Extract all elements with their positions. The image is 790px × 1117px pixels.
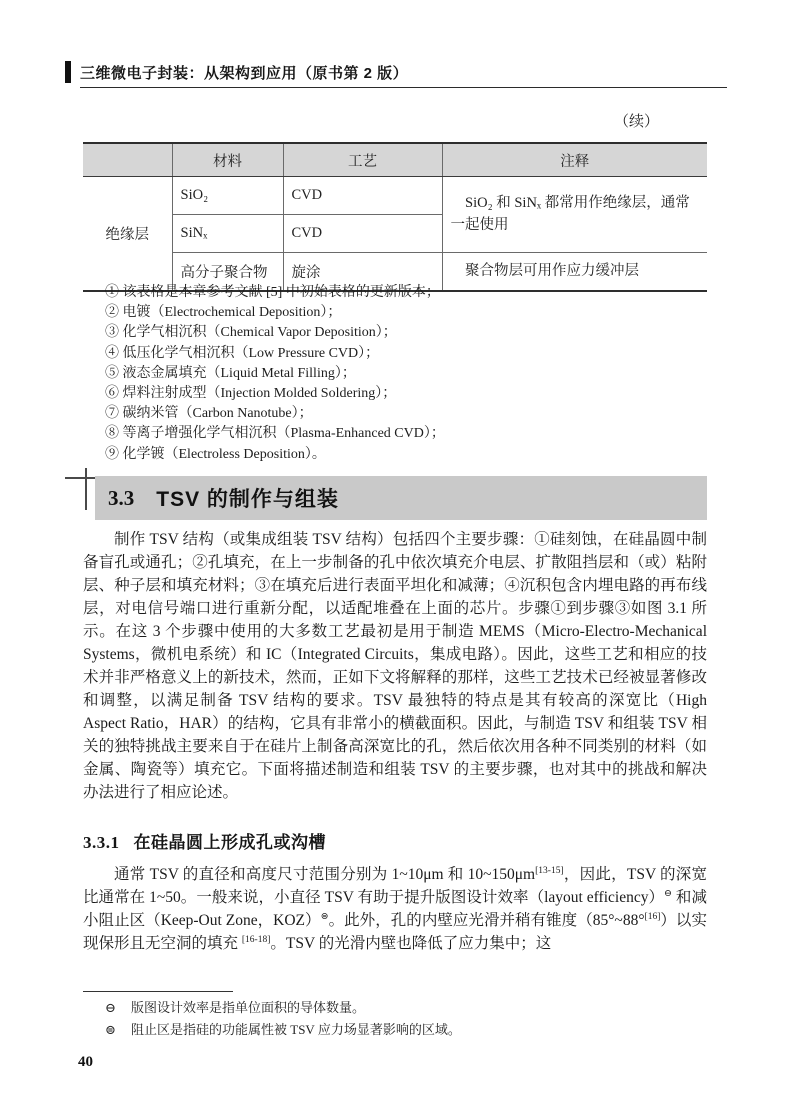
table-header-process: 工艺 xyxy=(283,143,442,177)
footnote-text: 阻止区是指硅的功能属性被 TSV 应力场显著影响的区域。 xyxy=(131,1021,461,1037)
subsection-title: 在硅晶圆上形成孔或沟槽 xyxy=(133,833,326,852)
table-header-note: 注释 xyxy=(442,143,707,177)
table-footnote-item: ④ 低压化学气相沉积（Low Pressure CVD）； xyxy=(105,345,380,361)
section-number: 3.3 xyxy=(108,485,135,510)
table-footnote-item: ① 该表格是本章参考文献 [5] 中初始表格的更新版本； xyxy=(105,285,440,300)
table-footnote-item: ⑧ 等离子增强化学气相沉积（Plasma-Enhanced CVD）； xyxy=(105,426,445,442)
footnote-list xyxy=(105,997,685,1040)
table-continued-label: （续） xyxy=(613,114,659,130)
registration-mark xyxy=(85,468,87,510)
table-footnote-list xyxy=(105,283,685,465)
table-footnote-item: ⑤ 液态金属填充（Liquid Metal Filling）； xyxy=(105,365,356,381)
body-paragraph: 通常 TSV 的直径和高度尺寸范围分别为 1~10μm 和 10~150μm[13-15]，因此，TSV 的深宽比通常在 1~50。一般来说，小直径 TSV 有助于提升版图设计效率（layout efficiency）⊖ 和减小阻止区（Keep-Out Zone，KOZ）⊜。此外，孔的内壁应光滑并稍有锥度（85°~88°[16]）以实现保形且无空洞的填充 [16-18]。TSV 的光滑内壁也降低了应力集中；这 xyxy=(83,865,707,952)
cell-process: 旋涂 xyxy=(283,253,442,292)
footnote-rule xyxy=(83,991,233,992)
section-heading xyxy=(95,476,707,520)
cell-process: CVD xyxy=(283,177,442,215)
footnote-item xyxy=(105,997,685,1019)
running-head xyxy=(65,61,727,88)
materials-process-table xyxy=(83,142,707,292)
cell-note: 聚合物层可用作应力缓冲层 xyxy=(442,253,707,292)
subsection-number: 3.3.1 xyxy=(83,833,120,852)
table-footnote-item: ③ 化学气相沉积（Chemical Vapor Deposition）； xyxy=(105,325,397,341)
book-title: 三维微电子封装：从架构到应用（原书第 2 版） xyxy=(80,64,409,82)
header-accent-bar xyxy=(65,61,71,83)
table-footnote-item: ⑥ 焊料注射成型（Injection Molded Soldering）； xyxy=(105,386,397,402)
table-row xyxy=(83,177,707,215)
table-footnote-item: ⑨ 化学镀（Electroless Deposition）。 xyxy=(105,446,326,462)
cell-process: CVD xyxy=(283,215,442,253)
cell-material: SiO₂ xyxy=(172,177,283,215)
body-paragraph: 制作 TSV 结构（或集成组装 TSV 结构）包括四个主要步骤：①硅刻蚀，在硅晶圆中制备盲孔或通孔；②孔填充，在上一步制备的孔中依次填充介电层、扩散阻挡层和（或）粘附层、种子层和填充材料；③在填充后进行表面平坦化和减薄；④沉积包含内埋电路的再布线层，对电信号端口进行重新分配，以适配堆叠在上面的芯片。步骤①到步骤③如图 3.1 所示。在这 3 个步骤中使用的大多数工艺最初是用于制造 MEMS（Micro-Electro-Mechanical Systems，微机电系统）和 IC（Integrated Circuits，集成电路）。因此，这些工艺和相应的技术并非严格意义上的新技术，然而，正如下文将解释的那样，这些工艺技术已经被显著修改和调整，以满足制备 TSV 结构的要求。TSV 最独特的特点是其有较高的深宽比（High Aspect Ratio，HAR）的结构，它具有非常小的横截面积。因此，与制造 TSV 和组装 TSV 相关的独特挑战主要来自于在硅片上制备高深宽比的孔，然后依次用各种不同类别的材料（如金属、陶瓷等）填充它。下面将描述制造和组装 TSV 的主要步骤，也对其中的挑战和解决办法进行了相应论述。 xyxy=(83,531,707,801)
row-group-label: 绝缘层 xyxy=(105,227,149,243)
footnote-marker: ⊖ xyxy=(105,1000,116,1015)
cell-material: 高分子聚合物 xyxy=(172,253,283,292)
page-number: 40 xyxy=(78,1054,93,1070)
cell-material: SiNₓ xyxy=(172,215,283,253)
subsection-heading xyxy=(83,828,326,853)
header-rule xyxy=(80,87,727,88)
table-header-material: 材料 xyxy=(172,143,283,177)
section-title: TSV 的制作与组装 xyxy=(156,488,339,511)
table-footnote-item: ⑦ 碳纳米管（Carbon Nanotube）； xyxy=(105,406,313,422)
footnote-marker: ⊜ xyxy=(105,1021,116,1037)
footnote-item xyxy=(105,1019,685,1041)
cell-note: SiO₂ 和 SiNₓ 都常用作绝缘层，通常一起使用 xyxy=(442,177,707,253)
table-header-blank xyxy=(83,143,172,177)
table-footnote-item: ② 电镀（Electrochemical Deposition）； xyxy=(105,305,342,321)
table-header-row xyxy=(83,143,707,177)
footnote-text: 版图设计效率是指单位面积的导体数量。 xyxy=(131,1000,366,1015)
